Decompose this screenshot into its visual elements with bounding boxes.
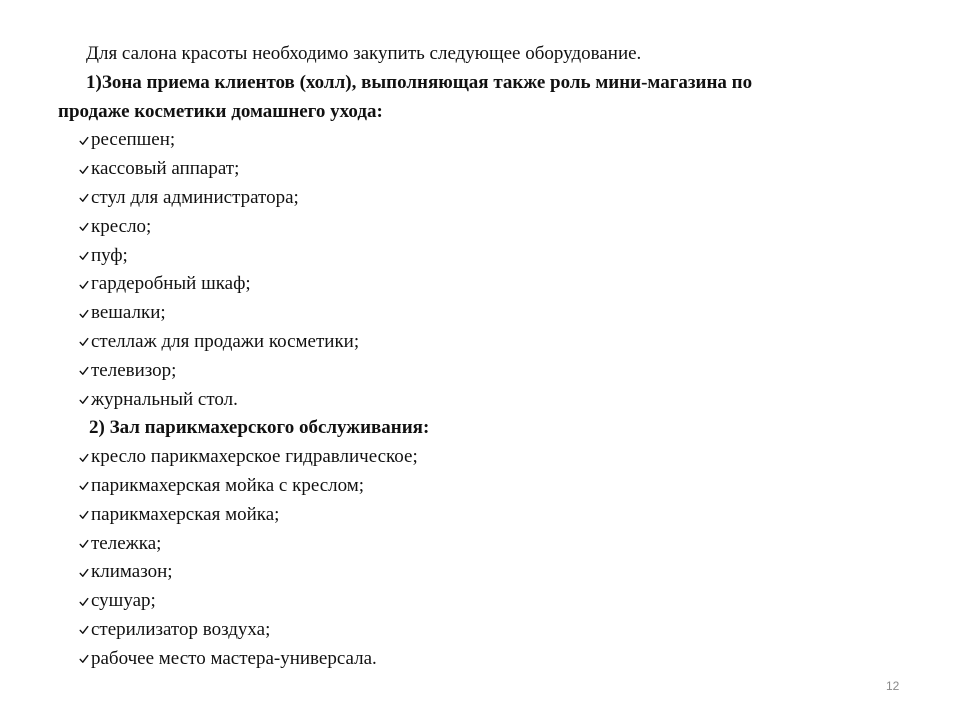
list-item-text: кресло; <box>91 215 152 237</box>
list-item <box>0 443 960 472</box>
checkmark-icon <box>78 126 90 155</box>
list-item-text: кресло парикмахерское гидравлическое; <box>91 446 418 468</box>
list-item <box>0 472 960 501</box>
list-item <box>0 184 960 213</box>
list-item-text: телевизор; <box>91 359 177 381</box>
checkmark-icon <box>78 501 90 530</box>
checkmark-icon <box>78 558 90 587</box>
checkmark-icon <box>78 645 90 674</box>
checkmark-icon <box>78 443 90 472</box>
checkmark-icon <box>78 299 90 328</box>
list-item <box>0 242 960 271</box>
list-item <box>0 558 960 587</box>
list-item <box>0 213 960 242</box>
list-item <box>0 357 960 386</box>
checkmark-icon <box>78 184 90 213</box>
list-item <box>0 126 960 155</box>
list-item-text: пуф; <box>91 244 128 266</box>
list-item <box>0 155 960 184</box>
intro-text: Для салона красоты необходимо закупить следующее оборудование. <box>86 43 642 64</box>
checkmark-icon <box>78 616 90 645</box>
document-content <box>0 40 960 674</box>
checkmark-icon <box>78 587 90 616</box>
list-item-text: парикмахерская мойка с креслом; <box>91 474 365 496</box>
list-item-text: журнальный стол. <box>91 388 238 410</box>
checkmark-icon <box>78 155 90 184</box>
list-item <box>0 386 960 415</box>
checkmark-icon <box>78 472 90 501</box>
list-item-text: сушуар; <box>91 590 156 612</box>
checkmark-icon <box>78 213 90 242</box>
checkmark-icon <box>78 386 90 415</box>
list-item <box>0 530 960 559</box>
checkmark-icon <box>78 242 90 271</box>
checkmark-icon <box>78 530 90 559</box>
list-item-text: парикмахерская мойка; <box>91 503 280 525</box>
list-item-text: тележка; <box>91 532 162 554</box>
section-1-heading-line-2: продаже косметики домашнего ухода: <box>58 100 383 122</box>
checkmark-icon <box>78 328 90 357</box>
checkmark-icon <box>78 357 90 386</box>
list-item <box>0 328 960 357</box>
list-item <box>0 616 960 645</box>
list-item-text: вешалки; <box>91 302 166 324</box>
list-item-text: кассовый аппарат; <box>91 158 240 180</box>
list-item-text: гардеробный шкаф; <box>91 273 251 295</box>
list-item-text: стул для администратора; <box>91 186 299 208</box>
list-item-text: рабочее место мастера-универсала. <box>91 647 377 669</box>
section-1-heading-line-1: 1)Зона приема клиентов (холл), выполняющая также роль мини-магазина по <box>86 71 753 93</box>
page-number: 12 <box>886 679 900 693</box>
list-item-text: стерилизатор воздуха; <box>91 618 271 640</box>
list-item-text: стеллаж для продажи косметики; <box>91 330 360 352</box>
list-item <box>0 270 960 299</box>
list-item <box>0 587 960 616</box>
list-item-text: ресепшен; <box>91 129 176 151</box>
checkmark-icon <box>78 270 90 299</box>
list-item-text: климазон; <box>91 561 173 583</box>
list-item <box>0 645 960 674</box>
list-item <box>0 299 960 328</box>
section-2-heading: 2) Зал парикмахерского обслуживания: <box>89 417 430 439</box>
list-item <box>0 501 960 530</box>
